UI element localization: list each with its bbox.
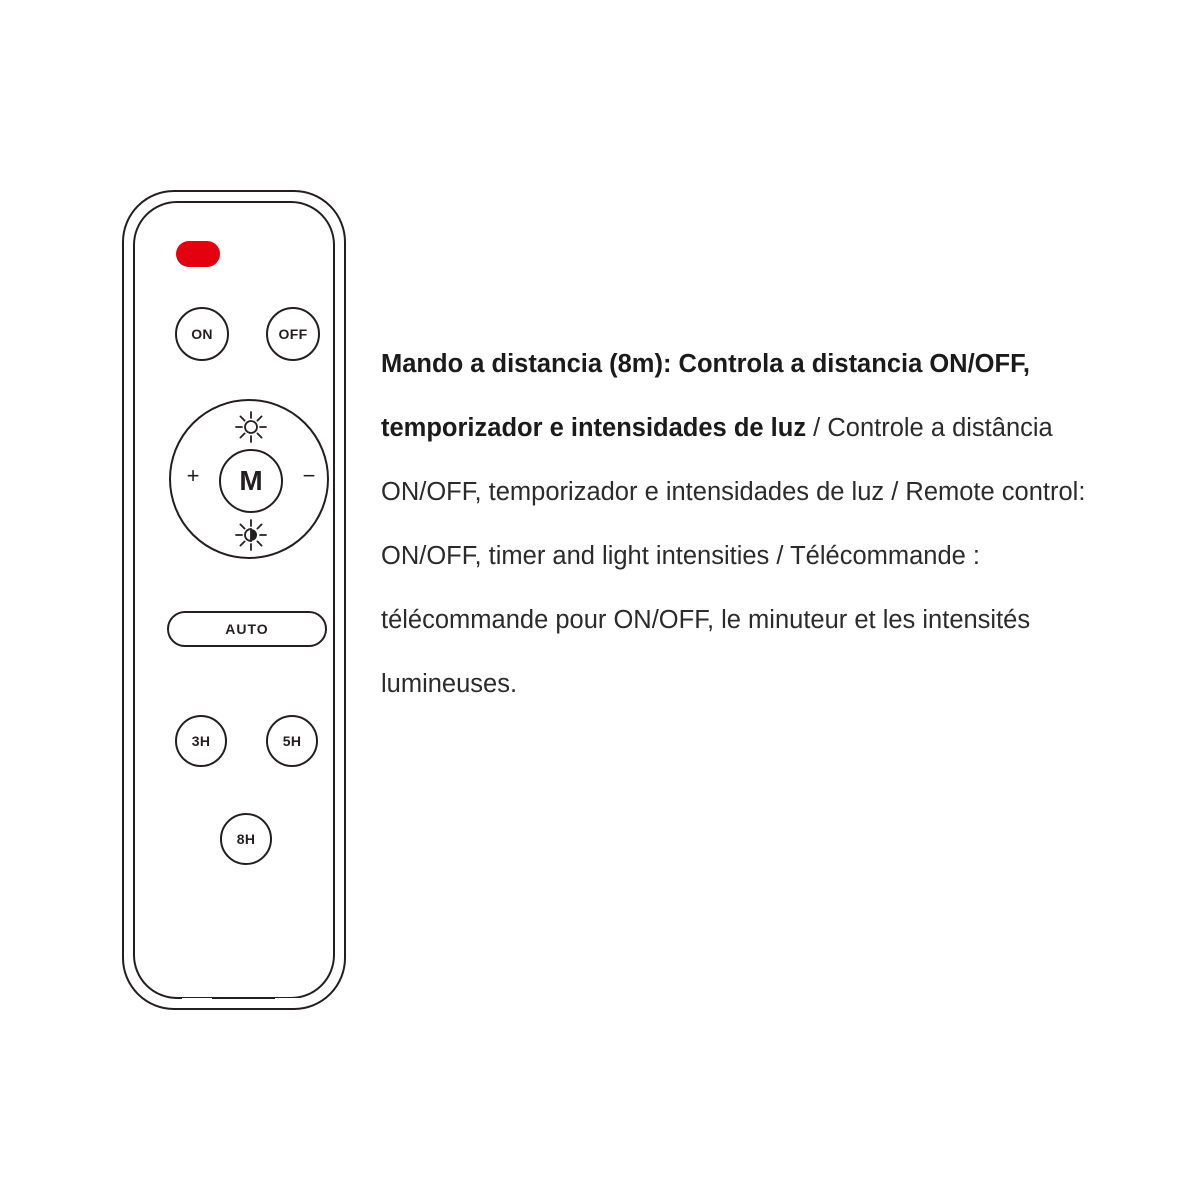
mode-label: M [239, 465, 263, 496]
power-off-label: OFF [278, 326, 308, 342]
sun-bright-icon [233, 409, 269, 445]
remote-inner-frame [133, 201, 335, 999]
sun-dim-icon [233, 517, 269, 553]
power-on-button[interactable] [175, 307, 229, 361]
feature-description [381, 332, 1111, 716]
timer-3h-button[interactable] [175, 715, 227, 767]
mode-button[interactable] [219, 449, 283, 513]
timer-3h-label: 3H [191, 733, 211, 749]
power-on-label: ON [191, 326, 213, 342]
feature-description-rest: / Controle a distância ON/OFF, temporizador e intensidades de luz / Remote control: ON/OFF, timer and light intensities / Télécommande : télécommande pour ON/OFF, le minuteur et les intensités lumineuses. [381, 414, 1086, 698]
timer-5h-button[interactable] [266, 715, 318, 767]
remote-control-illustration [122, 190, 346, 1010]
timer-8h-label: 8H [236, 831, 256, 847]
power-off-button[interactable] [266, 307, 320, 361]
ir-led-indicator [176, 241, 220, 267]
timer-8h-button[interactable] [220, 813, 272, 865]
frame-notch-top-right [275, 212, 305, 216]
auto-mode-label: AUTO [225, 621, 269, 637]
brightness-increase-label[interactable]: + [186, 463, 200, 488]
frame-notch-bottom-right [275, 998, 305, 1002]
brightness-dial[interactable] [169, 399, 329, 559]
feature-description-bold: Mando a distancia (8m): Controla a distancia ON/OFF, temporizador e intensidades de luz [381, 350, 1030, 442]
auto-mode-button[interactable] [167, 611, 327, 647]
frame-notch-top-left [182, 212, 212, 216]
timer-5h-label: 5H [282, 733, 302, 749]
brightness-decrease-label[interactable]: − [302, 463, 316, 488]
frame-notch-bottom-left [182, 998, 212, 1002]
